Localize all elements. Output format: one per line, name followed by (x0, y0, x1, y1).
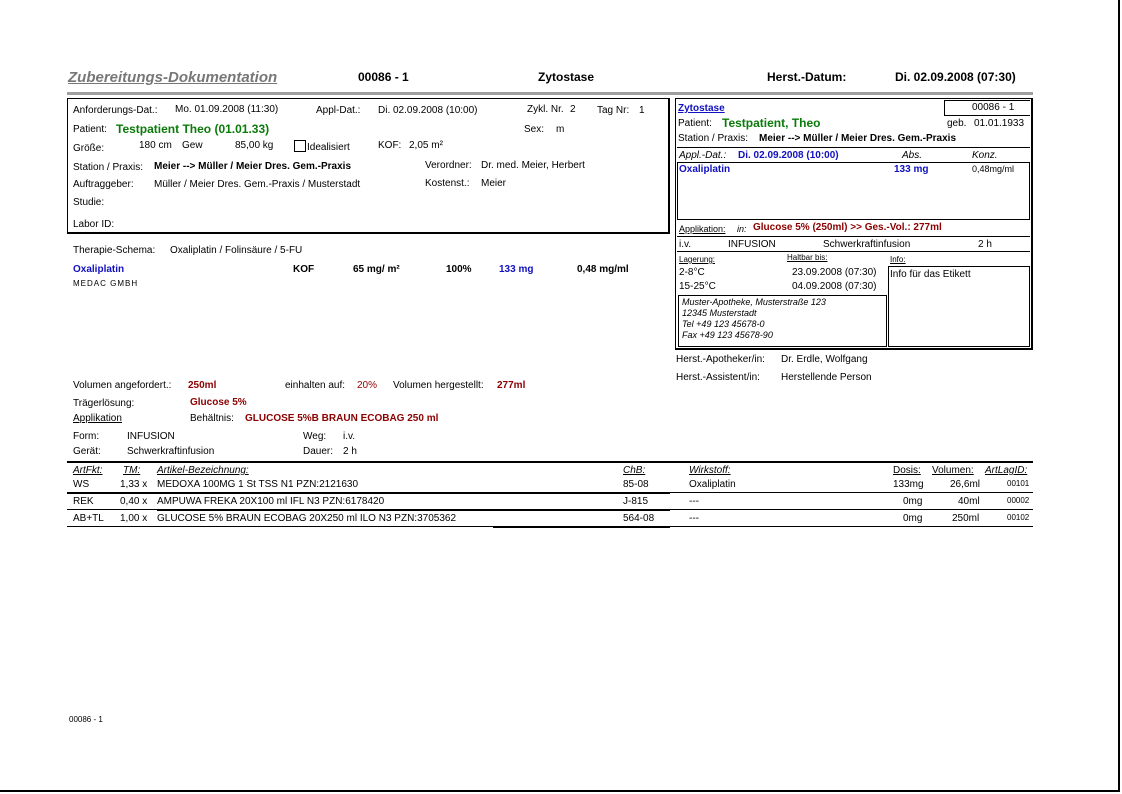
label-divider-2 (677, 236, 1030, 237)
row-3-rule-bold (493, 526, 670, 528)
row-1-tm: 1,33 x (120, 479, 148, 490)
groesse-value: 180 cm (139, 140, 172, 151)
row-1-wirkstoff: Oxaliplatin (689, 479, 736, 490)
label-drug-amount: 133 mg (894, 164, 929, 175)
row-3-volumen: 250ml (952, 513, 980, 524)
gew-label: Gew (182, 140, 203, 151)
studie-label: Studie: (73, 197, 105, 208)
col-tm: TM: (123, 465, 141, 476)
weg-label: Weg: (303, 431, 327, 442)
label-info-text: Info für das Etikett (890, 269, 971, 280)
apotheker-value: Dr. Erdle, Wolfgang (781, 354, 868, 365)
row-1-rule-bold (67, 492, 670, 494)
row-1-volumen: 26,6ml (950, 479, 981, 490)
patient-label: Patient: (73, 124, 107, 135)
herst-date-value: Di. 02.09.2008 (07:30) (895, 70, 1016, 84)
auftrag-label: Auftraggeber: (73, 179, 134, 190)
label-patient-label: Patient: (678, 118, 712, 129)
row-3-bez: GLUCOSE 5% BRAUN ECOBAG 20X250 ml ILO N3 PZN:3705362 (157, 513, 457, 524)
groesse-label: Größe: (73, 143, 105, 154)
label-form: INFUSION (728, 239, 776, 250)
appl-value: Di. 02.09.2008 (10:00) (378, 105, 478, 116)
label-route: i.v. (679, 239, 692, 250)
row-3-artlag: 00102 (1007, 513, 1030, 522)
therapy-drug: Oxaliplatin (73, 264, 125, 275)
station-label: Station / Praxis: (73, 162, 144, 173)
row-1-bez: MEDOXA 100MG 1 St TSS N1 PZN:2121630 (157, 479, 359, 490)
label-abs-label: Abs. (902, 150, 923, 161)
row-3-wirkstoff: --- (689, 513, 699, 524)
row-1-dosis: 133mg (893, 479, 924, 490)
label-storage-until-2: 04.09.2008 (07:30) (792, 281, 877, 292)
col-volumen: Volumen: (932, 465, 974, 476)
row-2-artlag: 00002 (1007, 496, 1030, 505)
therapy-manufacturer: MEDAC GMBH (73, 279, 139, 288)
label-station-label: Station / Praxis: (678, 133, 749, 144)
label-device: Schwerkraftinfusion (823, 239, 911, 250)
sex-label: Sex: (524, 124, 545, 135)
row-1-chb: 85-08 (623, 479, 649, 490)
vol-angefordert-label: Volumen angefordert.: (73, 380, 172, 391)
apotheker-label: Herst.-Apotheker/in: (676, 354, 765, 365)
label-station-value: Meier --> Müller / Meier Dres. Gem.-Praxis (759, 133, 957, 144)
idealisiert-field (294, 140, 350, 153)
idealisiert-label: Idealisiert (307, 142, 350, 153)
verordner-value: Dr. med. Meier, Herbert (481, 160, 585, 171)
row-3-tm: 1,00 x (120, 513, 148, 524)
label-appl-label: Appl.-Dat.: (679, 150, 727, 161)
appl-label: Appl-Dat.: (316, 105, 361, 116)
document-number: 00086 - 1 (358, 70, 409, 84)
tag-value: 1 (639, 105, 645, 116)
form-label: Form: (73, 431, 100, 442)
sex-value: m (556, 124, 565, 135)
label-applikation-label: Applikation: (679, 224, 726, 234)
col-wirkstoff: Wirkstoff: (689, 465, 731, 476)
row-3-chb: 564-08 (623, 513, 655, 524)
row-2-volumen: 40ml (958, 496, 980, 507)
einhalten-label: einhalten auf: (285, 380, 346, 391)
row-2-bez: AMPUWA FREKA 20X100 ml IFL N3 PZN:6178420 (157, 496, 385, 507)
label-number: 00086 - 1 (972, 102, 1015, 113)
assistent-label: Herst.-Assistent/in: (676, 372, 760, 383)
row-2-tm: 0,40 x (120, 496, 148, 507)
col-chb: ChB: (623, 465, 646, 476)
label-applikation-value: Glucose 5% (250ml) >> Ges.-Vol.: 277ml (753, 222, 942, 233)
document-title: Zubereitungs-Dokumentation (68, 69, 278, 86)
anf-value: Mo. 01.09.2008 (11:30) (175, 104, 279, 115)
gew-value: 85,00 kg (235, 140, 274, 151)
col-bez: Artikel-Bezeichnung: (157, 465, 249, 476)
geraet-value: Schwerkraftinfusion (127, 446, 215, 457)
label-storage-until-1: 23.09.2008 (07:30) (792, 267, 877, 278)
row-2-artfkt: REK (73, 496, 94, 507)
label-lagerung-label: Lagerung: (679, 255, 716, 264)
label-konz-label: Konz. (972, 150, 998, 161)
zykl-value: 2 (570, 104, 576, 115)
label-address-line-4: Fax +49 123 45678-90 (682, 330, 773, 340)
label-duration: 2 h (978, 239, 992, 250)
kof-value: 2,05 m² (409, 140, 443, 151)
behaeltnis-value: GLUCOSE 5%B BRAUN ECOBAG 250 ml (245, 413, 439, 424)
row-2-dosis: 0mg (903, 496, 923, 507)
kostenst-value: Meier (481, 178, 507, 189)
assistent-value: Herstellende Person (781, 372, 872, 383)
row-2-chb: J-815 (623, 496, 649, 507)
row-1-artlag: 00101 (1007, 479, 1030, 488)
label-in-label: in: (737, 224, 747, 234)
herst-date-label: Herst.-Datum: (767, 70, 847, 84)
einhalten-value: 20% (357, 380, 378, 391)
behaeltnis-label: Behältnis: (190, 413, 234, 424)
label-drug: Oxaliplatin (679, 164, 731, 175)
header-divider (67, 92, 1033, 95)
vol-hergestellt-value: 277ml (497, 380, 526, 391)
label-storage-temp-2: 15-25°C (679, 281, 716, 292)
label-info-label: Info: (890, 255, 906, 264)
traeger-value: Glucose 5% (190, 397, 247, 408)
therapy-amount: 133 mg (499, 264, 534, 275)
row-3-artfkt: AB+TL (73, 513, 104, 524)
therapy-label: Therapie-Schema: (73, 245, 156, 256)
label-address-line-1: Muster-Apotheke, Musterstraße 123 (682, 297, 826, 307)
station-value: Meier --> Müller / Meier Dres. Gem.-Praxis (154, 161, 352, 172)
label-patient-value: Testpatient, Theo (722, 116, 821, 130)
category: Zytostase (538, 70, 595, 84)
labor-label: Labor ID: (73, 219, 115, 230)
therapy-dose: 65 mg/ m² (353, 264, 400, 275)
vol-angefordert-value: 250ml (188, 380, 217, 391)
label-haltbar-label: Haltbar bis: (787, 253, 828, 262)
label-divider-3 (677, 251, 1030, 252)
therapy-basis: KOF (293, 264, 315, 275)
label-address-line-2: 12345 Musterstadt (682, 308, 757, 318)
label-storage-temp-1: 2-8°C (679, 267, 705, 278)
col-artlag: ArtLagID: (985, 465, 1028, 476)
therapy-value: Oxaliplatin / Folinsäure / 5-FU (170, 245, 303, 256)
col-dosis: Dosis: (893, 465, 921, 476)
label-appl-value: Di. 02.09.2008 (10:00) (738, 150, 839, 161)
idealisiert-checkbox[interactable] (294, 140, 306, 152)
row-3-dosis: 0mg (903, 513, 923, 524)
label-drug-conc: 0,48mg/ml (972, 164, 1015, 174)
form-value: INFUSION (127, 431, 175, 442)
weg-value: i.v. (343, 431, 356, 442)
row-1-artfkt: WS (73, 479, 90, 490)
articles-top-rule (67, 461, 1033, 463)
kostenst-label: Kostenst.: (425, 178, 470, 189)
verordner-label: Verordner: (425, 160, 472, 171)
zykl-label: Zykl. Nr. (527, 104, 564, 115)
dauer-value: 2 h (343, 446, 357, 457)
label-geb-value: 01.01.1933 (974, 118, 1025, 129)
tag-label: Tag Nr: (597, 105, 630, 116)
label-geb-label: geb. (947, 118, 967, 129)
anf-label: Anforderungs-Dat.: (73, 105, 158, 116)
geraet-label: Gerät: (73, 446, 101, 457)
row-2-wirkstoff: --- (689, 496, 699, 507)
dauer-label: Dauer: (303, 446, 334, 457)
patient-value: Testpatient Theo (01.01.33) (116, 122, 270, 136)
footer-doc-number: 00086 - 1 (69, 715, 103, 724)
row-2-rule-bold (157, 509, 670, 511)
traeger-label: Trägerlösung: (73, 398, 135, 409)
therapy-conc: 0,48 mg/ml (577, 264, 629, 275)
label-divider (677, 147, 1030, 148)
label-title: Zytostase (678, 103, 725, 114)
col-artfkt: ArtFkt: (73, 465, 103, 476)
therapy-percent: 100% (446, 264, 472, 275)
vol-hergestellt-label: Volumen hergestellt: (393, 380, 484, 391)
label-address-line-3: Tel +49 123 45678-0 (682, 319, 765, 329)
kof-label: KOF: (378, 140, 402, 151)
applikation-label: Applikation (73, 413, 122, 424)
auftrag-value: Müller / Meier Dres. Gem.-Praxis / Musterstadt (154, 179, 361, 190)
